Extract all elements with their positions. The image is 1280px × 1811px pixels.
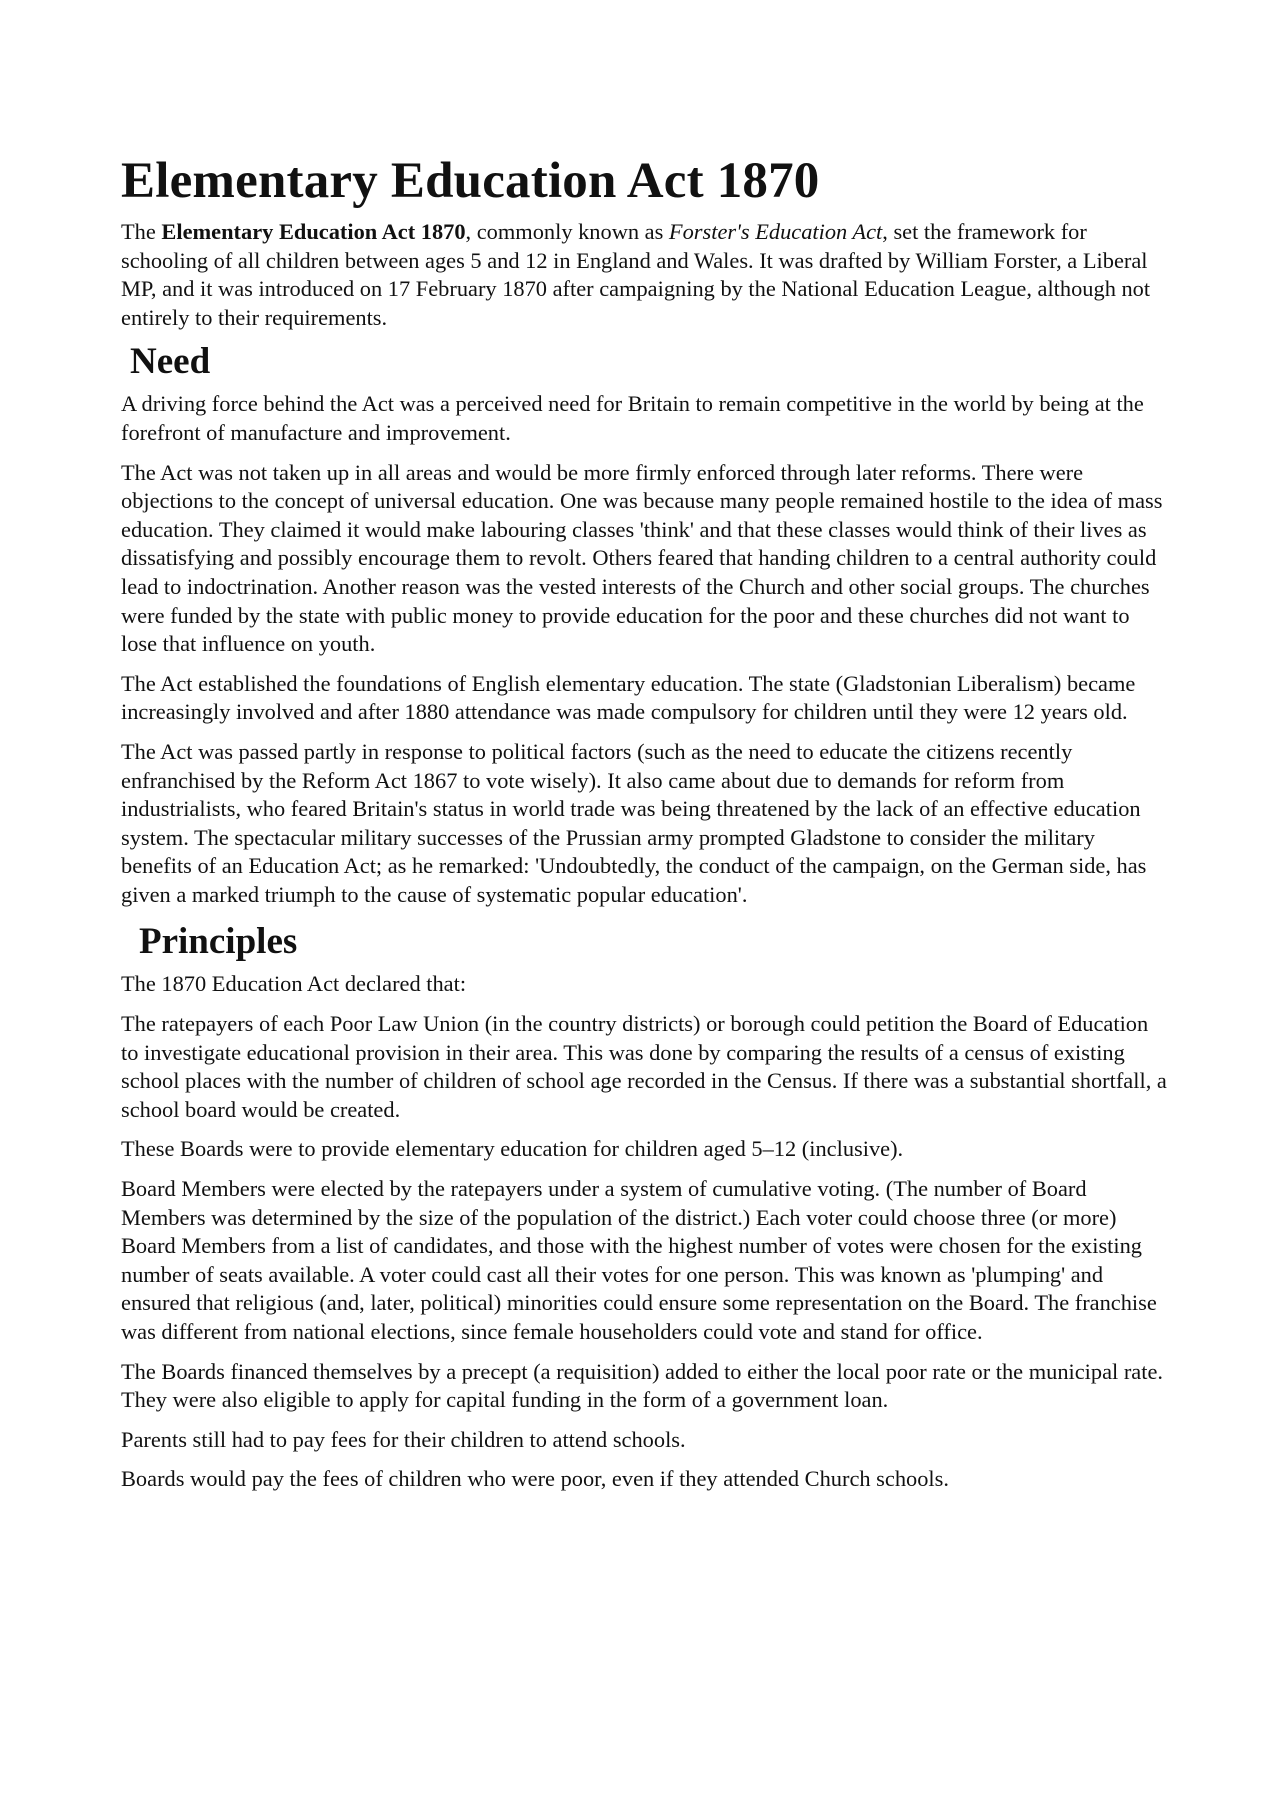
principles-paragraph: Board Members were elected by the ratepayers under a system of cumulative voting. (The number of Board Members was determined by the size of the population of the district.) Each voter could choose three (or more) Board Members from a list of candidates, and those with the highest number of votes were chosen for the existing number of seats available. A voter could cast all their votes for one person. This was known as 'plumping' and ensured that religious (and, later, political) minorities could ensure some representation on the Board. The franchise was different from national elections, since female householders could vote and stand for office. — [121, 1176, 1157, 1344]
need-paragraph: The Act established the foundations of English elementary education. The state (Gladstonian Liberalism) became increasingly involved and after 1880 attendance was made compulsory for children until they were 12 years old. — [121, 670, 1136, 725]
need-paragraph: The Act was not taken up in all areas and would be more firmly enforced through later reforms. There were objections to the concept of universal education. One was because many people remained hostile to the idea of mass education. They claimed it would make labouring classes 'think' and that these classes would think of their lives as dissatisfying and possibly encourage them to revolt. Others feared that handing children to a central authority could lead to indoctrination. Another reason was the vested interests of the Church and other social groups. The churches were funded by the state with public money to provide education for the poor and these churches did not want to lose that influence on youth. — [121, 459, 1163, 657]
principles-paragraph: The 1870 Education Act declared that: — [121, 971, 467, 997]
document-page — [121, 150, 1167, 1505]
intro-rest: , set the framework for schooling of all children between ages 5 and 12 in England and Wales. It was drafted by William Forster, a Liberal MP, and it was introduced on 17 February 1870 after campaigning by the National Education League, although not entirely to their requirements. — [121, 219, 1151, 330]
principles-paragraph: Parents still had to pay fees for their children to attend schools. — [121, 1426, 686, 1452]
section-heading-need: Need — [130, 341, 211, 383]
need-paragraph: The Act was passed partly in response to political factors (such as the need to educate the citizens recently enfranchised by the Reform Act 1867 to vote wisely). It also came about due to demands for reform from industrialists, who feared Britain's status in world trade was being threatened by the lack of an effective education system. The spectacular military successes of the Prussian army prompted Gladstone to consider the military benefits of an Education Act; as he remarked: 'Undoubtedly, the conduct of the campaign, on the German side, has given a marked triumph to the cause of systematic popular education'. — [121, 738, 1147, 907]
intro-paragraph — [121, 218, 1167, 332]
principles-paragraph: Boards would pay the fees of children who were poor, even if they attended Church schools. — [121, 1466, 949, 1492]
intro-middle: , commonly known as — [465, 219, 669, 244]
principles-paragraph: These Boards were to provide elementary education for children aged 5–12 (inclusive). — [121, 1136, 904, 1162]
section-heading-principles: Principles — [139, 921, 298, 963]
need-paragraph: A driving force behind the Act was a perceived need for Britain to remain competitive in the world by being at the forefront of manufacture and improvement. — [121, 391, 1144, 445]
principles-paragraph: The ratepayers of each Poor Law Union (in the country districts) or borough could petition the Board of Education to investigate educational provision in their area. This was done by comparing the results of a census of existing school places with the number of children of school age recorded in the Census. If there was a substantial shortfall, a school board would be created. — [121, 1011, 1167, 1122]
intro-italic-name: Forster's Education Act — [668, 219, 883, 244]
principles-paragraph: The Boards financed themselves by a precept (a requisition) added to either the local poor rate or the municipal rate. They were also eligible to apply for capital funding in the form of a government loan. — [121, 1358, 1164, 1413]
page-title: Elementary Education Act 1870 — [121, 153, 820, 209]
intro-bold-title: Elementary Education Act 1870 — [161, 219, 466, 244]
intro-lead: The — [121, 219, 162, 244]
